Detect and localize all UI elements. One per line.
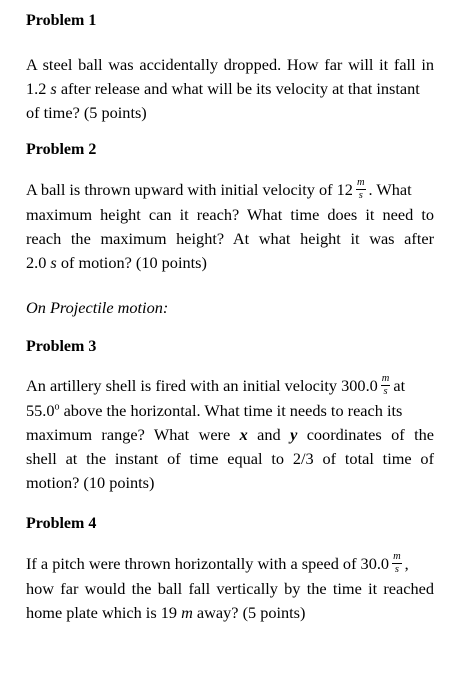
problem-3-line-1 [26, 374, 434, 399]
problem-1-line-2 [26, 77, 434, 101]
problem-4-line-1-start: If a pitch were thrown horizontally with a speed of 30.0 [26, 554, 390, 573]
y-variable: y [290, 424, 298, 444]
problem-1-line-1: A steel ball was accidentally dropped. How far will it fall in [26, 55, 434, 74]
problem-2-line-4-rest: of motion? (10 points) [56, 253, 207, 273]
fraction-numerator: m [393, 550, 401, 562]
problem-1-text [26, 53, 434, 126]
angle-value: 55.0 [26, 400, 55, 420]
problem-3-line-3-end: coordinates of the [297, 424, 434, 444]
problem-3-line-1-end: at [393, 376, 406, 395]
problem-2-text [26, 178, 434, 275]
distance-unit: m [181, 602, 193, 622]
velocity-unit-fraction [356, 178, 366, 201]
problem-3-line-2-rest: above the horizontal. What time it needs to reach its [59, 400, 403, 420]
problem-2-line-2: maximum height can it reach? What time does it need to [26, 204, 434, 224]
problem-3-line-3-start: maximum range? What were [26, 424, 240, 444]
section-label: On Projectile motion: [26, 298, 169, 317]
problem-2-time-unit: s [50, 253, 57, 273]
problem-3-line-1-start: An artillery shell is fired with an initial velocity 300.0 [26, 376, 378, 395]
problem-3-line-3-and: and [247, 424, 291, 444]
problem-4-text [26, 552, 434, 625]
problem-2-time-value: 2.0 [26, 253, 51, 273]
problem-3-line-2 [26, 399, 434, 423]
problem-3-line-5: motion? (10 points) [26, 473, 155, 493]
fraction-denominator: s [358, 189, 363, 201]
problem-1-time-unit: s [50, 79, 57, 99]
degree-symbol: o [54, 401, 60, 413]
problem-1-time-value: 1.2 [26, 79, 51, 99]
velocity-unit-fraction [392, 552, 402, 575]
problem-2-heading: Problem 2 [26, 141, 97, 158]
problem-1-line-3: of time? (5 points) [26, 103, 147, 123]
fraction-denominator: s [394, 563, 399, 575]
x-variable: x [239, 424, 248, 444]
problem-4-line-3-start: home plate which is 19 [26, 602, 182, 622]
problem-4-line-2: how far would the ball fall vertically by the time it reached [26, 578, 434, 598]
fraction-numerator: m [356, 176, 365, 188]
problem-4-line-1-end: , [404, 554, 409, 573]
problem-2-line-1-start: A ball is thrown upward with initial velocity of 12 [26, 180, 353, 199]
velocity-unit-fraction [381, 374, 391, 397]
problem-4-line-3-end: away? (5 points) [192, 602, 306, 622]
problem-3-heading: Problem 3 [26, 338, 97, 355]
problem-3-text [26, 374, 434, 496]
problem-2-line-1-end: . What [368, 180, 412, 199]
problem-4-line-1 [26, 552, 434, 577]
problem-2-line-4 [26, 251, 434, 275]
problem-4-heading: Problem 4 [26, 515, 97, 532]
problem-3-line-4: shell at the instant of time equal to 2/3 of total time of [26, 449, 434, 469]
fraction-denominator: s [383, 385, 388, 397]
problem-1-line-2-rest: after release and what will be its velocity at that instant [56, 79, 420, 99]
problem-3-line-3 [26, 423, 434, 447]
problem-4-line-3 [26, 601, 434, 625]
problem-1-heading: Problem 1 [26, 12, 97, 29]
problem-2-line-3: reach the maximum height? At what height it was after [26, 228, 434, 248]
fraction-numerator: m [381, 372, 390, 384]
problem-2-line-1 [26, 178, 434, 203]
